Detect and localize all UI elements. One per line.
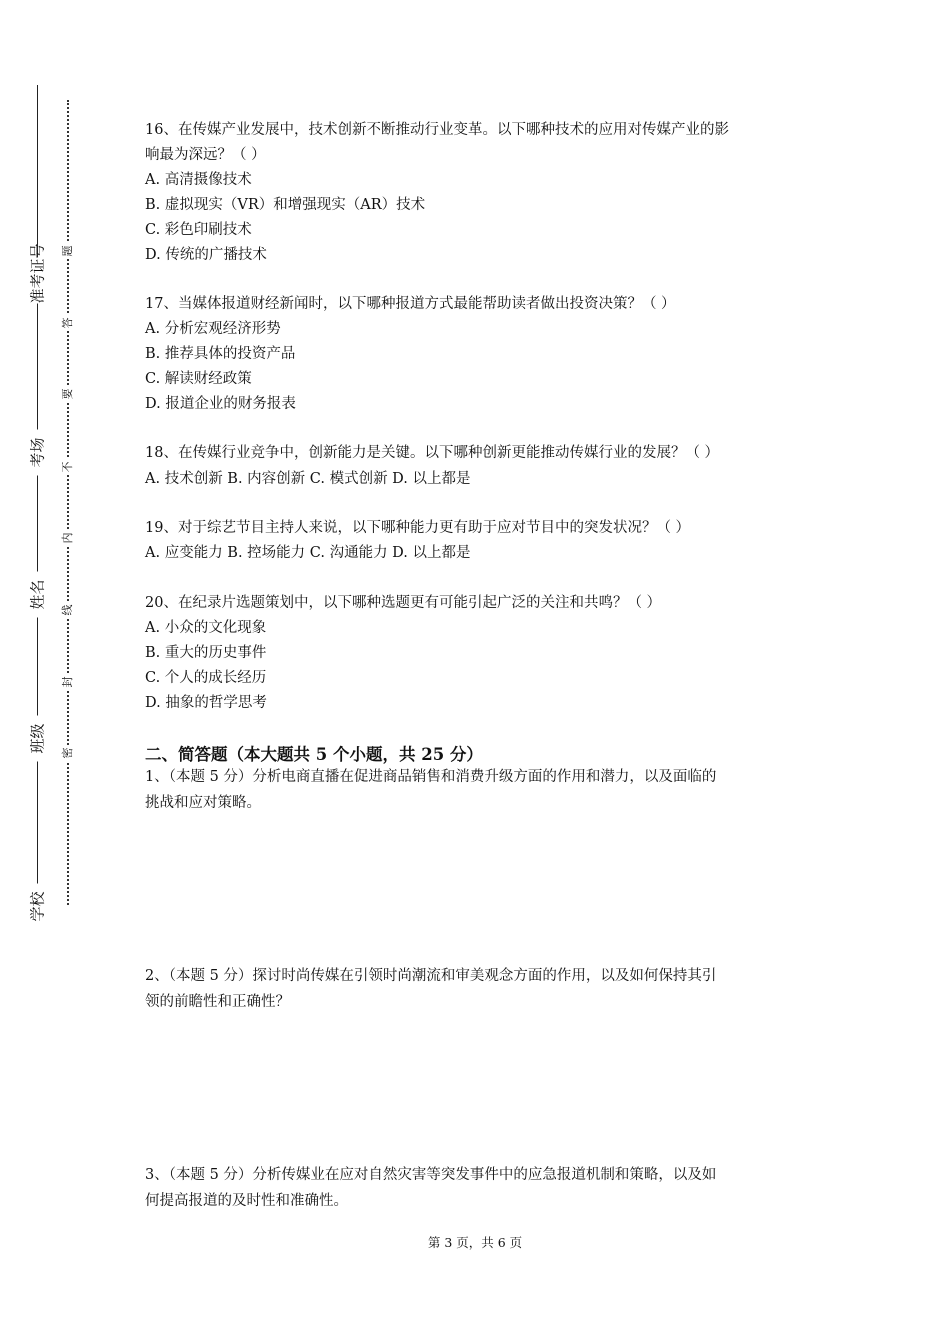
question-16-stem: 16、在传媒产业发展中，技术创新不断推动行业变革。以下哪种技术的应用对传媒产业的影	[145, 122, 729, 138]
question-17-option-c: C. 解读财经政策	[145, 371, 252, 387]
seal-char: 封	[61, 674, 75, 690]
school-label: 学校	[27, 884, 48, 930]
short-answer-1: 挑战和应对策略。	[145, 795, 261, 811]
seal-dotted-line	[67, 100, 69, 905]
question-20-option-b: B. 重大的历史事件	[145, 645, 267, 661]
question-16-option-b: B. 虚拟现实（VR）和增强现实（AR）技术	[145, 197, 426, 213]
short-answer-2: 2、（本题 5 分）探讨时尚传媒在引领时尚潮流和审美观念方面的作用，以及如何保持其引	[145, 968, 717, 984]
question-17-stem: 17、当媒体报道财经新闻时，以下哪种报道方式最能帮助读者做出投资决策？（ ）	[145, 296, 676, 312]
class-label: 班级	[27, 716, 48, 762]
question-17-option-b: B. 推荐具体的投资产品	[145, 346, 296, 362]
seal-char: 不	[61, 459, 75, 475]
seal-char: 内	[61, 530, 75, 546]
seal-char: 线	[61, 602, 75, 618]
short-answer-1: 1、（本题 5 分）分析电商直播在促进商品销售和消费升级方面的作用和潜力，以及面临的	[145, 769, 717, 785]
question-20-option-d: D. 抽象的哲学思考	[145, 695, 267, 711]
section-title: 二、简答题（本大题共 5 个小题，共 25 分）	[145, 745, 483, 764]
question-20-option-c: C. 个人的成长经历	[145, 670, 267, 686]
question-20-stem: 20、在纪录片选题策划中，以下哪种选题更有可能引起广泛的关注和共鸣？（ ）	[145, 595, 662, 611]
question-16-stem: 响最为深远？（ ）	[145, 147, 266, 163]
question-20-option-a: A. 小众的文化现象	[145, 620, 267, 636]
question-18-options: A. 技术创新 B. 内容创新 C. 模式创新 D. 以上都是	[145, 471, 471, 487]
question-18-stem: 18、在传媒行业竞争中，创新能力是关键。以下哪种创新更能推动传媒行业的发展？（ ）	[145, 445, 720, 461]
exam-number-label: 准考证号	[28, 243, 47, 304]
question-16-option-d: D. 传统的广播技术	[145, 247, 267, 263]
short-answer-3: 何提高报道的及时性和准确性。	[145, 1193, 348, 1209]
page-footer: 第 3 页，共 6 页	[427, 1235, 523, 1250]
question-19-stem: 19、对于综艺节目主持人来说，以下哪种能力更有助于应对节目中的突发状况？（ ）	[145, 520, 691, 536]
seal-char: 密	[61, 745, 75, 761]
question-16-option-a: A. 高清摄像技术	[145, 172, 252, 188]
short-answer-2: 领的前瞻性和正确性？	[145, 994, 290, 1010]
seal-char: 要	[61, 386, 75, 402]
seal-char: 答	[61, 315, 75, 331]
question-17-option-d: D. 报道企业的财务报表	[145, 396, 296, 412]
name-label: 姓名	[27, 572, 48, 618]
question-19-options: A. 应变能力 B. 控场能力 C. 沟通能力 D. 以上都是	[145, 545, 471, 561]
question-16-option-c: C. 彩色印刷技术	[145, 222, 252, 238]
exam-room-label: 考场	[27, 430, 48, 476]
binding-line	[37, 85, 38, 925]
short-answer-3: 3、（本题 5 分）分析传媒业在应对自然灾害等突发事件中的应急报道机制和策略，以及如	[145, 1167, 717, 1183]
seal-char: 题	[61, 243, 75, 259]
question-17-option-a: A. 分析宏观经济形势	[145, 321, 281, 337]
